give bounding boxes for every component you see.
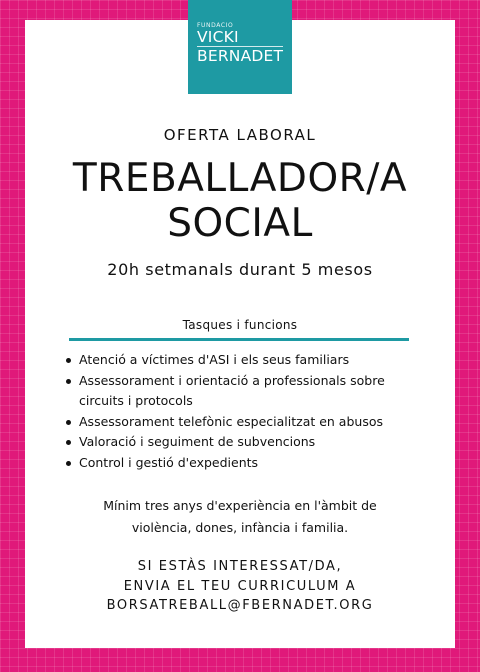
- logo-small-text: FUNDACIÓ: [197, 22, 234, 29]
- requirements-line1: Mínim tres anys d'experiència en l'àmbit de: [103, 498, 377, 513]
- tasks-divider: [69, 338, 409, 341]
- job-title: [25, 156, 455, 246]
- list-item: Assessorament i orientació a professionals sobre circuits i protocols: [65, 371, 425, 412]
- contact-email: BORSATREBALL@FBERNADET.ORG: [106, 598, 374, 613]
- job-title-line1: TREBALLADOR/A: [72, 156, 408, 201]
- requirements-text: [25, 495, 455, 539]
- fundacio-vicki-bernadet-logo: [188, 0, 292, 94]
- task-list: [65, 350, 425, 473]
- contact-block: [25, 557, 455, 616]
- job-offer-card: [25, 20, 455, 648]
- hours-info: 20h setmanals durant 5 mesos: [107, 260, 373, 279]
- requirements-line2: violència, dones, infància i familia.: [131, 520, 349, 535]
- list-item: Assessorament telefònic especialitzat en abusos: [65, 412, 425, 433]
- contact-line1: SI ESTÀS INTERESSAT/DA,: [137, 559, 343, 574]
- list-item: Valoració i seguiment de subvencions: [65, 432, 425, 453]
- contact-line2: ENVIA EL TEU CURRICULUM A: [123, 578, 357, 594]
- job-title-line2: SOCIAL: [167, 201, 313, 246]
- tasks-heading: Tasques i funcions: [182, 318, 298, 332]
- list-item: Atenció a víctimes d'ASI i els seus familiars: [65, 350, 425, 371]
- list-item: Control i gestió d'expedients: [65, 453, 425, 474]
- offer-label: OFERTA LABORAL: [163, 126, 317, 144]
- logo-name-line1: VICKI: [197, 28, 239, 46]
- logo-name-line2: BERNADET: [197, 47, 284, 65]
